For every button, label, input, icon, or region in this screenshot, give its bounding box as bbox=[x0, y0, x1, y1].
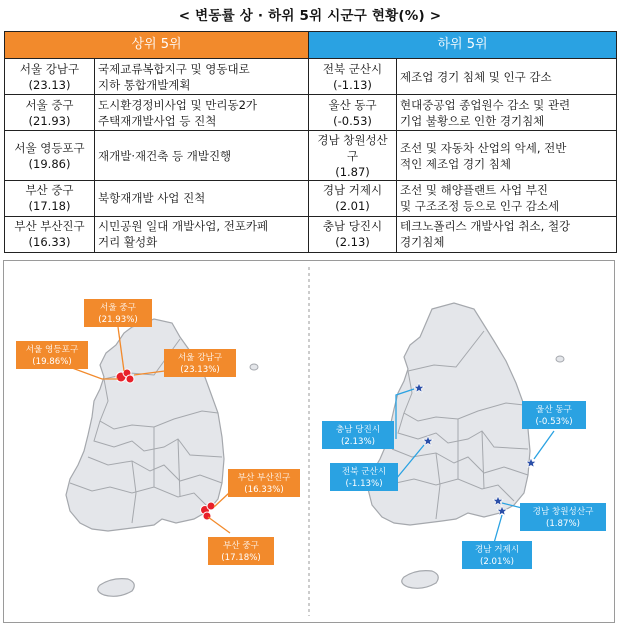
island-jeju-shape bbox=[98, 579, 135, 597]
top-region-cell bbox=[5, 216, 95, 252]
island-jeju-shape bbox=[402, 571, 439, 589]
label-busan-junggu bbox=[208, 537, 274, 565]
svg-text:(19.86%): (19.86%) bbox=[32, 357, 72, 367]
label-changwon bbox=[520, 503, 606, 531]
marker-busan bbox=[207, 502, 215, 510]
top5-header: 상위 5위 bbox=[5, 32, 309, 59]
label-geoje bbox=[462, 541, 532, 569]
top-reason-line: 북항재개발 사업 진척 bbox=[98, 191, 206, 206]
top-reason-cell bbox=[95, 131, 309, 180]
bottom-reason-cell bbox=[397, 59, 617, 95]
svg-text:(-1.13%): (-1.13%) bbox=[345, 479, 383, 489]
top-region-name: 서울 중구 bbox=[25, 97, 74, 112]
svg-text:부산 부산진구: 부산 부산진구 bbox=[237, 473, 291, 483]
bottom-reason-line: 테크노폴리스 개발사업 취소, 철강 bbox=[400, 219, 571, 234]
top-reason-cell bbox=[95, 216, 309, 252]
island-ulleung-shape bbox=[250, 364, 258, 370]
top-region-name: 서울 강남구 bbox=[19, 61, 80, 76]
top-reason-line: 국제교류복합지구 및 영동대로 bbox=[98, 61, 250, 76]
label-seoul-gangnam bbox=[164, 349, 236, 377]
top-region-value: (23.13) bbox=[28, 77, 71, 92]
bottom-reason-line: 제조업 경기 침체 및 인구 감소 bbox=[400, 69, 552, 84]
korea-maps bbox=[4, 261, 614, 622]
svg-text:경남 창원성산구: 경남 창원성산구 bbox=[532, 507, 594, 517]
island-ulleung-shape bbox=[556, 356, 564, 362]
label-dangjin bbox=[322, 421, 394, 449]
top-reason-cell bbox=[95, 95, 309, 131]
bottom-reason-cell bbox=[397, 95, 617, 131]
bottom-region-cell bbox=[309, 216, 397, 252]
bottom-region-value: (1.87) bbox=[335, 164, 370, 179]
bottom-region-name: 경남 창원성산구 bbox=[317, 132, 388, 163]
bottom-region-cell bbox=[309, 95, 397, 131]
bottom-region-name: 전북 군산시 bbox=[322, 61, 383, 76]
bottom-region-value: (2.13) bbox=[335, 235, 370, 250]
top-reason-line: 거리 활성화 bbox=[98, 235, 158, 250]
svg-text:부산 중구: 부산 중구 bbox=[223, 541, 259, 551]
bottom-reason-cell bbox=[397, 131, 617, 180]
svg-text:경남 거제시: 경남 거제시 bbox=[474, 545, 520, 555]
svg-text:(21.93%): (21.93%) bbox=[98, 315, 138, 325]
top-reason-line: 주택재개발사업 등 진척 bbox=[98, 113, 217, 128]
label-seoul-yeongdeungpo bbox=[16, 341, 88, 369]
bottom-reason-line: 경기침체 bbox=[400, 235, 445, 250]
svg-text:(23.13%): (23.13%) bbox=[180, 365, 220, 375]
bottom-region-name: 울산 동구 bbox=[328, 97, 377, 112]
svg-text:서울 영등포구: 서울 영등포구 bbox=[25, 345, 79, 355]
top-region-value: (16.33) bbox=[28, 235, 71, 250]
top-region-value: (17.18) bbox=[28, 199, 71, 214]
label-gunsan bbox=[330, 463, 398, 491]
table-row bbox=[5, 180, 617, 216]
bottom-reason-line: 현대중공업 종업원수 감소 및 관련 bbox=[400, 97, 571, 112]
top-reason-line: 도시환경정비사업 및 만리동2가 bbox=[98, 97, 258, 112]
bottom5-header: 하위 5위 bbox=[309, 32, 617, 59]
bottom-region-value: (2.01) bbox=[335, 199, 370, 214]
svg-text:(-0.53%): (-0.53%) bbox=[535, 417, 573, 427]
table-row bbox=[5, 95, 617, 131]
top-reason-line: 시민공원 일대 개발사업, 전포카페 bbox=[98, 219, 269, 234]
bottom-region-cell bbox=[309, 59, 397, 95]
top-region-cell bbox=[5, 95, 95, 131]
bottom-reason-cell bbox=[397, 180, 617, 216]
marker-seoul bbox=[126, 375, 134, 383]
bottom-reason-line: 및 구조조정 등으로 인구 감소세 bbox=[400, 199, 560, 214]
label-seoul-junggu bbox=[84, 299, 152, 327]
top-region-value: (21.93) bbox=[28, 113, 71, 128]
right-map bbox=[322, 303, 606, 588]
bottom-reason-line: 조선 및 해양플랜트 사업 부진 bbox=[400, 183, 548, 198]
bottom-region-cell bbox=[309, 131, 397, 180]
ranking-table bbox=[4, 31, 617, 253]
bottom-region-name: 충남 당진시 bbox=[322, 219, 383, 234]
bottom-reason-line: 조선 및 자동차 산업의 악세, 전반 bbox=[400, 140, 567, 155]
bottom-region-cell bbox=[309, 180, 397, 216]
table-row bbox=[5, 216, 617, 252]
top-region-cell bbox=[5, 59, 95, 95]
bottom-region-value: (-1.13) bbox=[333, 77, 372, 92]
table-body bbox=[5, 59, 617, 253]
table-row bbox=[5, 59, 617, 95]
svg-text:(16.33%): (16.33%) bbox=[244, 485, 284, 495]
korea-mainland-shape bbox=[368, 303, 530, 525]
top-reason-cell bbox=[95, 59, 309, 95]
map-panel bbox=[3, 260, 615, 623]
bottom-region-value: (-0.53) bbox=[333, 113, 372, 128]
top-region-value: (19.86) bbox=[28, 156, 71, 171]
top-region-cell bbox=[5, 131, 95, 180]
top-region-name: 서울 영등포구 bbox=[14, 140, 85, 155]
svg-text:(1.87%): (1.87%) bbox=[545, 519, 581, 529]
svg-text:울산 동구: 울산 동구 bbox=[536, 405, 572, 415]
top-reason-line: 지하 통합개발계획 bbox=[98, 77, 191, 92]
top-reason-line: 재개발·재건축 등 개발진행 bbox=[98, 148, 232, 163]
svg-text:(17.18%): (17.18%) bbox=[221, 553, 261, 563]
bottom-reason-cell bbox=[397, 216, 617, 252]
bottom-reason-line: 기업 불황으로 인한 경기침체 bbox=[400, 113, 545, 128]
svg-text:서울 중구: 서울 중구 bbox=[100, 303, 136, 313]
svg-text:서울 강남구: 서울 강남구 bbox=[177, 353, 223, 363]
top-region-name: 부산 중구 bbox=[25, 183, 74, 198]
left-map bbox=[16, 299, 300, 596]
top-region-name: 부산 부산진구 bbox=[14, 219, 85, 234]
top-reason-cell bbox=[95, 180, 309, 216]
table-row bbox=[5, 131, 617, 180]
label-ulsan-donggu bbox=[522, 401, 586, 429]
svg-text:(2.01%): (2.01%) bbox=[479, 557, 515, 567]
bottom-region-name: 경남 거제시 bbox=[322, 183, 383, 198]
page-title: < 변동률 상 · 하위 5위 시군구 현황(%) > bbox=[178, 8, 442, 24]
top-region-cell bbox=[5, 180, 95, 216]
svg-text:충남 당진시: 충남 당진시 bbox=[335, 425, 381, 435]
svg-text:전북 군산시: 전북 군산시 bbox=[341, 467, 387, 477]
bottom-reason-line: 적인 제조업 경기 침체 bbox=[400, 156, 511, 171]
label-busan-busanjin bbox=[228, 469, 300, 497]
svg-text:(2.13%): (2.13%) bbox=[340, 437, 376, 447]
